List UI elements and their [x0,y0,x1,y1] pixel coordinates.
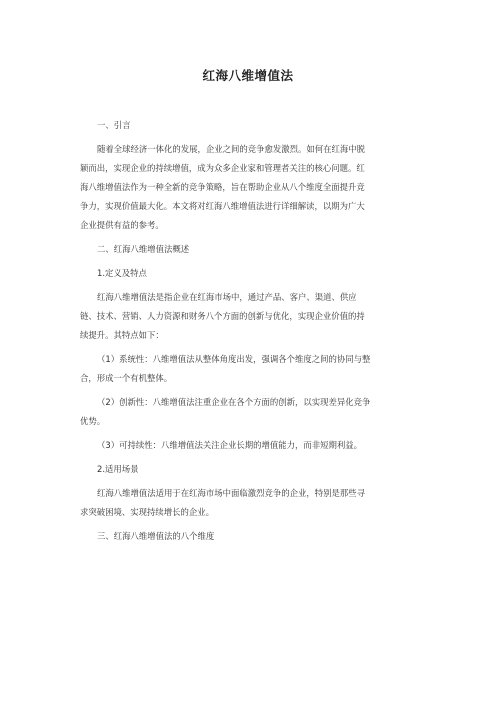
text-line: （1）系统性：八维增值法从整体角度出发，强调各个维度之间的协同与整 [97,354,371,364]
text-line: 链、技术、营销、人力资源和财务八个方面的创新与优化，实现企业价值的持 [80,311,365,321]
subsection-heading-scenarios: 2.适用场景 [97,464,139,474]
definition-paragraph [80,288,418,345]
section-heading-intro: 一、引言 [97,120,131,130]
text-line: 争力，实现价值最大化。本文将对红海八维增值法进行详细解读，以期为广大 [80,201,365,211]
text-line: （2）创新性：八维增值法注重企业在各个方面的创新，以实现差异化竞争 [97,397,371,407]
intro-paragraph [80,140,418,235]
text-line: 求突破困境、实现持续增长的企业。 [80,507,214,517]
document-body [80,116,418,551]
text-line: 红海八维增值法适用于在红海市场中面临激烈竞争的企业，特别是那些寻 [97,488,365,498]
point-systematic [80,350,418,388]
text-line: 合，形成一个有机整体。 [80,373,173,383]
text-line: （3）可持续性：八维增值法关注企业长期的增值能力，而非短期利益。 [97,440,362,450]
text-line: 随着全球经济一体化的发展，企业之间的竞争愈发激烈。如何在红海中脱 [97,144,365,154]
section-heading-overview: 二、红海八维增值法概述 [97,244,190,254]
text-line: 红海八维增值法是指企业在红海市场中，通过产品、客户、渠道、供应 [97,292,357,302]
point-innovative [80,393,418,431]
point-sustainable [80,436,418,455]
text-line: 海八维增值法作为一种全新的竞争策略，旨在帮助企业从八个维度全面提升竞 [80,182,365,192]
section-heading-dimensions: 三、红海八维增值法的八个维度 [97,531,215,541]
text-line: 优势。 [80,416,106,426]
subsection-heading-definition: 1.定义及特点 [97,268,147,278]
text-line: 颖而出，实现企业的持续增值，成为众多企业家和管理者关注的核心问题。红 [80,163,365,173]
document-title: 红海八维增值法 [202,68,294,83]
scenarios-paragraph [80,484,418,522]
text-line: 续提升。其特点如下： [80,330,164,340]
text-line: 企业提供有益的参考。 [80,220,164,230]
